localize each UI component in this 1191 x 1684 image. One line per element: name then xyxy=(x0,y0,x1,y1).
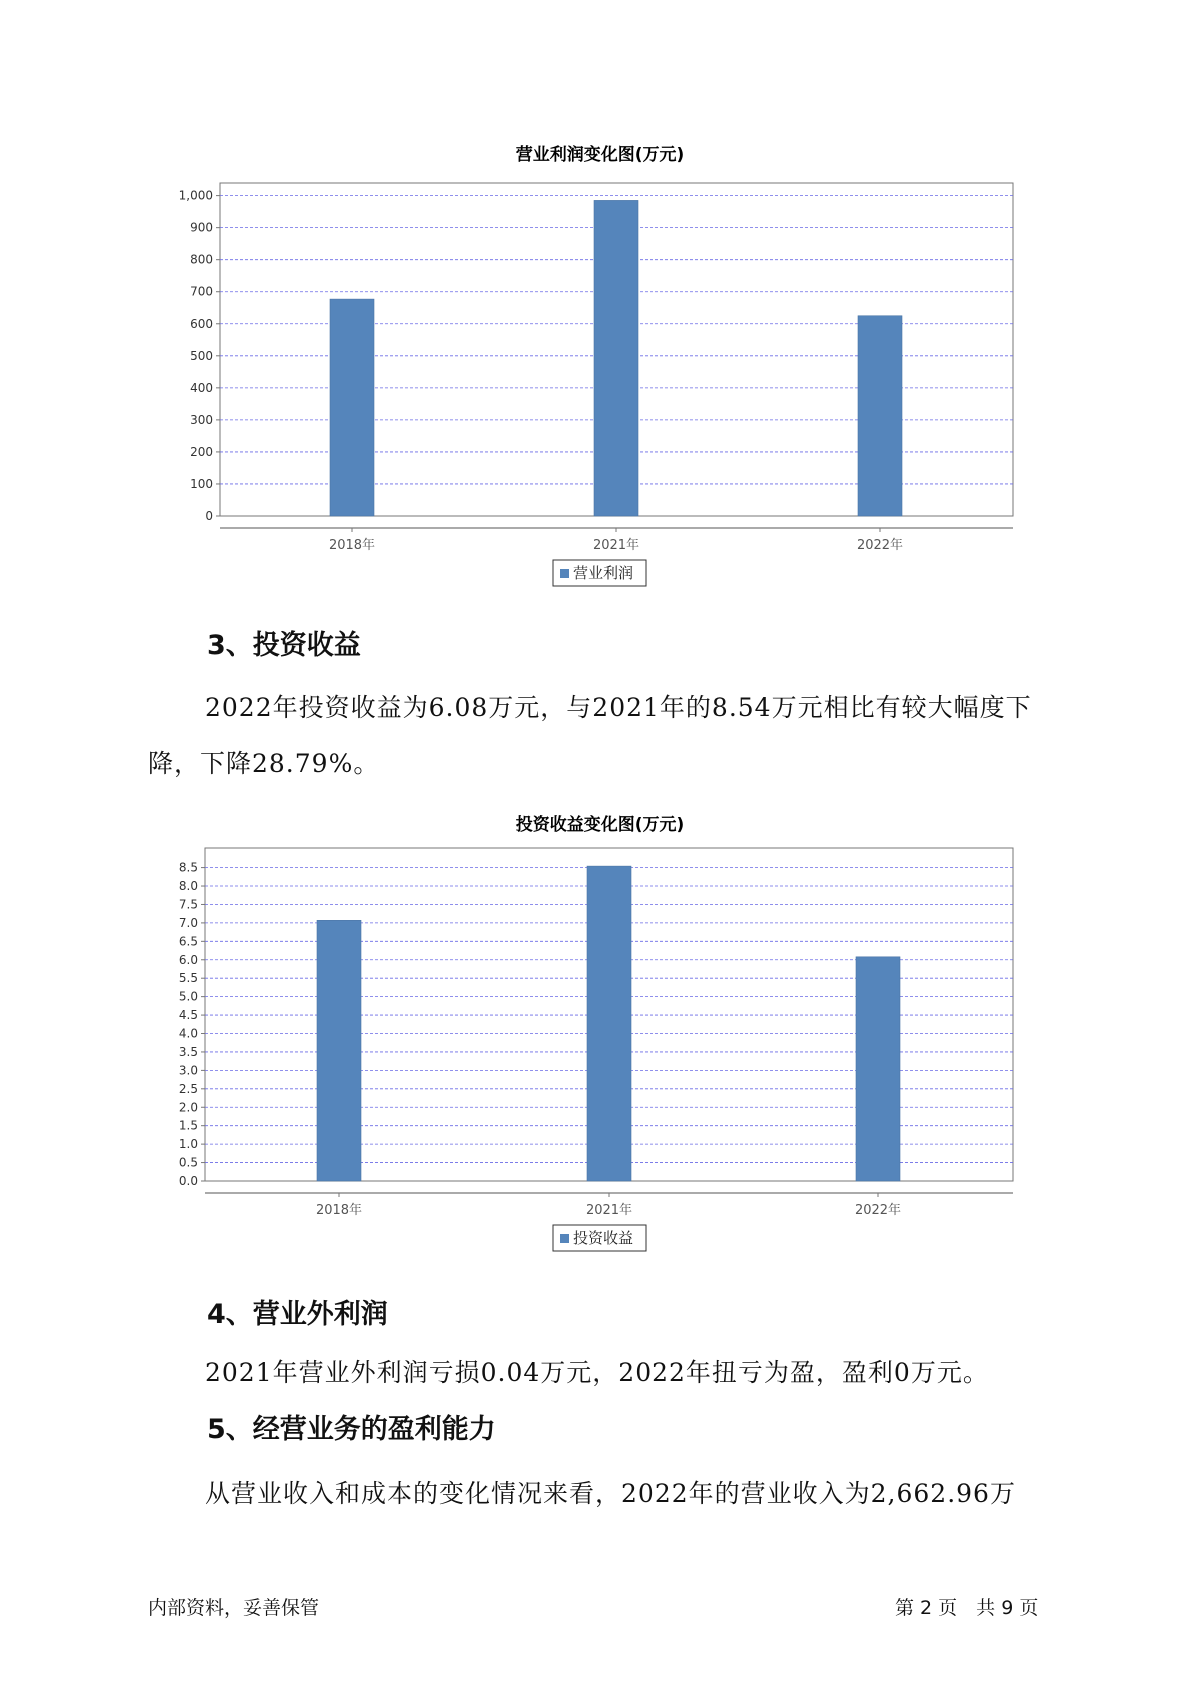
y-tick-label: 7.5 xyxy=(178,897,198,912)
bar-2022年 xyxy=(858,316,902,516)
y-tick-label: 0 xyxy=(205,509,213,523)
chart-title: 营业利润变化图(万元) xyxy=(515,145,685,165)
x-tick-label: 2022年 xyxy=(856,538,904,553)
legend-swatch xyxy=(560,1234,569,1243)
x-tick-label: 2021年 xyxy=(592,538,640,553)
y-tick-label: 1,000 xyxy=(178,188,213,203)
y-tick-label: 500 xyxy=(190,348,213,363)
y-tick-label: 3.5 xyxy=(178,1044,198,1059)
chart-title: 投资收益变化图(万元) xyxy=(515,815,685,835)
y-tick-label: 4.5 xyxy=(178,1008,198,1023)
y-tick-label: 400 xyxy=(190,380,213,395)
x-tick-label: 2021年 xyxy=(585,1203,633,1218)
section-3-line-1: 2022年投资收益为6.08万元，与2021年的8.54万元相比有较大幅度下 xyxy=(205,693,1032,722)
y-tick-label: 0.0 xyxy=(178,1174,198,1188)
x-tick-label: 2022年 xyxy=(854,1203,902,1218)
section-4-heading: 4、营业外利润 xyxy=(207,1299,388,1330)
y-tick-label: 600 xyxy=(190,316,213,331)
legend-label: 营业利润 xyxy=(573,564,634,582)
bar-2018年 xyxy=(317,920,361,1181)
y-tick-label: 200 xyxy=(190,444,213,459)
y-tick-label: 5.0 xyxy=(178,989,198,1004)
y-tick-label: 1.0 xyxy=(178,1137,198,1152)
operating-profit-chart xyxy=(0,130,1191,600)
section-5-paragraph xyxy=(148,1466,1048,1522)
y-tick-label: 2.5 xyxy=(178,1081,198,1096)
legend-label: 投资收益 xyxy=(573,1229,634,1247)
section-4-paragraph xyxy=(148,1345,1048,1401)
section-3-line-2: 降，下降28.79%。 xyxy=(148,749,380,778)
section-3-paragraph xyxy=(148,680,1048,792)
section-4-line-1: 2021年营业外利润亏损0.04万元，2022年扭亏为盈，盈利0万元。 xyxy=(205,1358,989,1387)
footer-left: 内部资料，妥善保管 xyxy=(148,1597,320,1619)
y-tick-label: 1.5 xyxy=(178,1118,198,1133)
bar-2021年 xyxy=(587,866,631,1181)
operating-profit-chart-svg xyxy=(0,130,1191,600)
y-tick-label: 4.0 xyxy=(178,1026,198,1041)
y-tick-label: 900 xyxy=(190,220,213,235)
y-tick-label: 3.0 xyxy=(178,1063,198,1078)
y-tick-label: 700 xyxy=(190,284,213,299)
y-tick-label: 300 xyxy=(190,412,213,427)
section-3-heading: 3、投资收益 xyxy=(207,630,361,661)
legend xyxy=(553,560,646,586)
y-tick-label: 7.0 xyxy=(178,915,198,930)
y-tick-label: 100 xyxy=(190,476,213,491)
legend-swatch xyxy=(560,569,569,578)
y-tick-label: 8.5 xyxy=(178,860,198,875)
bar-2021年 xyxy=(594,200,638,516)
y-tick-label: 8.0 xyxy=(178,879,198,894)
bar-2018年 xyxy=(330,299,374,516)
y-tick-label: 0.5 xyxy=(178,1155,198,1170)
y-tick-label: 5.5 xyxy=(178,971,198,986)
section-5-heading: 5、经营业务的盈利能力 xyxy=(207,1414,496,1445)
y-tick-label: 800 xyxy=(190,252,213,267)
investment-income-chart-svg xyxy=(0,800,1191,1270)
y-tick-label: 6.5 xyxy=(178,934,198,949)
investment-income-chart xyxy=(0,800,1191,1270)
legend xyxy=(553,1225,646,1251)
y-tick-label: 2.0 xyxy=(178,1100,198,1115)
x-tick-label: 2018年 xyxy=(315,1203,363,1218)
section-5-line-1: 从营业收入和成本的变化情况来看，2022年的营业收入为2,662.96万 xyxy=(205,1479,1016,1508)
footer-page-number: 第 2 页 共 9 页 xyxy=(895,1597,1039,1619)
x-tick-label: 2018年 xyxy=(328,538,376,553)
y-tick-label: 6.0 xyxy=(178,952,198,967)
bar-2022年 xyxy=(856,957,900,1181)
